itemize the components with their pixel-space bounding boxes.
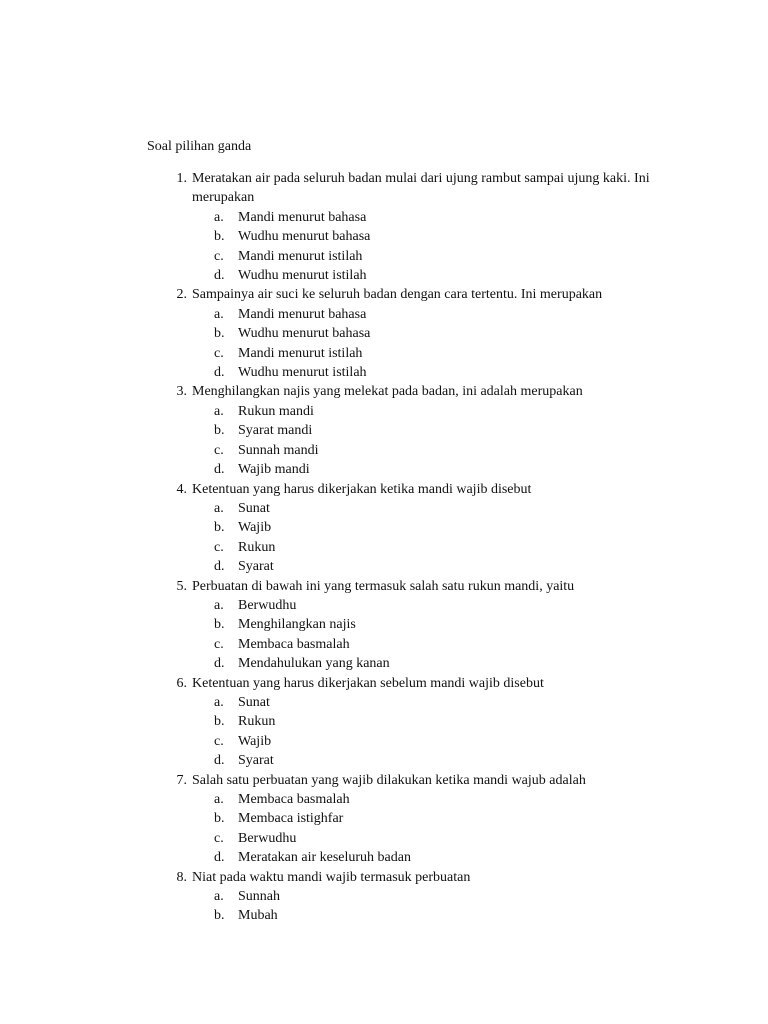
answer-option (192, 635, 667, 654)
question-number: 4. (176, 481, 187, 497)
question-text: Sampainya air suci ke seluruh badan dengan cara tertentu. Ini merupakan (192, 287, 603, 303)
option-text: Meratakan air keseluruh badan (238, 850, 411, 866)
option-letter: a. (214, 500, 224, 516)
question-number: 7. (176, 772, 187, 788)
option-letter: a. (214, 792, 224, 807)
answer-option (192, 887, 667, 906)
answer-option (192, 712, 667, 731)
option-text: Mandi menurut istilah (238, 345, 363, 361)
question-number: 6. (176, 675, 187, 691)
answer-option (192, 693, 667, 712)
option-letter: a. (214, 209, 224, 225)
answer-option (192, 751, 667, 770)
option-text: Membaca basmalah (238, 792, 350, 807)
option-list (192, 596, 667, 674)
question-item (147, 771, 667, 868)
option-text: Wajib (238, 520, 272, 536)
option-text: Rukun (238, 714, 276, 730)
answer-option (192, 363, 667, 382)
answer-option (192, 790, 667, 809)
option-letter: a. (214, 597, 224, 613)
question-item (147, 382, 667, 479)
answer-option (192, 809, 667, 828)
answer-option (192, 829, 667, 848)
option-text: Mandi menurut bahasa (238, 209, 367, 225)
option-text: Membaca basmalah (238, 636, 350, 652)
option-list (192, 305, 667, 383)
option-letter: d. (214, 268, 225, 284)
option-letter: c. (214, 442, 224, 458)
answer-option (192, 344, 667, 363)
question-text: Menghilangkan najis yang melekat pada badan, ini adalah merupakan (192, 384, 583, 400)
answer-option (192, 266, 667, 285)
answer-option (192, 247, 667, 266)
option-text: Berwudhu (238, 830, 297, 846)
answer-option (192, 518, 667, 537)
option-text: Mendahulukan yang kanan (238, 656, 390, 672)
option-letter: d. (214, 365, 225, 381)
option-text: Sunnah mandi (238, 442, 319, 458)
option-letter: d. (214, 753, 225, 769)
answer-option (192, 906, 667, 925)
question-item (147, 285, 667, 382)
answer-option (192, 596, 667, 615)
answer-option (192, 557, 667, 576)
option-text: Sunnah (238, 889, 280, 905)
question-item (147, 480, 667, 577)
answer-option (192, 654, 667, 673)
page-title: Soal pilihan ganda (147, 139, 252, 154)
question-item (147, 674, 667, 771)
option-letter: d. (214, 850, 225, 866)
option-letter: a. (214, 403, 224, 419)
option-letter: b. (214, 811, 225, 827)
option-letter: d. (214, 559, 225, 575)
answer-option (192, 615, 667, 634)
option-letter: b. (214, 714, 225, 730)
question-number: 8. (176, 869, 187, 885)
question-text: Salah satu perbuatan yang wajib dilakukan ketika mandi wajub adalah (192, 772, 586, 788)
option-text: Wudhu menurut bahasa (238, 326, 371, 342)
answer-option (192, 227, 667, 246)
question-number: 1. (176, 171, 187, 186)
option-text: Menghilangkan najis (238, 617, 356, 633)
question-number: 2. (176, 287, 187, 303)
answer-option (192, 421, 667, 440)
option-list (192, 790, 667, 868)
question-text: Ketentuan yang harus dikerjakan ketika mandi wajib disebut (192, 481, 532, 497)
option-letter: c. (214, 733, 224, 749)
answer-option (192, 324, 667, 343)
option-text: Rukun mandi (238, 403, 314, 419)
answer-option (192, 732, 667, 751)
question-item (147, 169, 667, 285)
option-letter: a. (214, 306, 224, 322)
option-text: Wajib mandi (238, 462, 310, 478)
option-text: Membaca istighfar (238, 811, 344, 827)
option-text: Wudhu menurut istilah (238, 268, 367, 284)
option-text: Wudhu menurut istilah (238, 365, 367, 381)
question-text: Meratakan air pada seluruh badan mulai dari ujung rambut sampai ujung kaki. Ini merupakan (192, 171, 650, 206)
option-text: Mubah (238, 908, 278, 924)
option-text: Wajib (238, 733, 272, 749)
answer-option (192, 848, 667, 867)
option-letter: b. (214, 423, 225, 439)
option-text: Rukun (238, 539, 276, 555)
option-letter: d. (214, 656, 225, 672)
question-text: Perbuatan di bawah ini yang termasuk salah satu rukun mandi, yaitu (192, 578, 575, 594)
question-text: Ketentuan yang harus dikerjakan sebelum mandi wajib disebut (192, 675, 544, 691)
option-letter: d. (214, 462, 225, 478)
option-letter: b. (214, 908, 225, 924)
option-text: Syarat (238, 753, 274, 769)
option-letter: b. (214, 229, 225, 245)
option-text: Berwudhu (238, 597, 297, 613)
question-list (147, 169, 667, 926)
option-letter: c. (214, 636, 224, 652)
option-list (192, 208, 667, 286)
answer-option (192, 208, 667, 227)
option-text: Sunat (238, 500, 270, 516)
option-list (192, 402, 667, 480)
question-text: Niat pada waktu mandi wajib termasuk perbuatan (192, 869, 471, 885)
option-letter: a. (214, 694, 224, 710)
question-number: 5. (176, 578, 187, 594)
answer-option (192, 441, 667, 460)
option-text: Syarat (238, 559, 274, 575)
option-list (192, 499, 667, 577)
question-item (147, 577, 667, 674)
question-item (147, 868, 667, 926)
answer-option (192, 402, 667, 421)
answer-option (192, 305, 667, 324)
option-letter: b. (214, 326, 225, 342)
option-letter: b. (214, 520, 225, 536)
option-letter: c. (214, 248, 224, 264)
option-text: Syarat mandi (238, 423, 313, 439)
option-text: Wudhu menurut bahasa (238, 229, 371, 245)
answer-option (192, 460, 667, 479)
answer-option (192, 499, 667, 518)
option-letter: c. (214, 345, 224, 361)
option-letter: c. (214, 830, 224, 846)
option-letter: a. (214, 889, 224, 905)
option-list (192, 887, 667, 926)
answer-option (192, 538, 667, 557)
option-text: Mandi menurut bahasa (238, 306, 367, 322)
option-text: Sunat (238, 694, 270, 710)
option-list (192, 693, 667, 771)
option-text: Mandi menurut istilah (238, 248, 363, 264)
option-letter: c. (214, 539, 224, 555)
option-letter: b. (214, 617, 225, 633)
question-number: 3. (176, 384, 187, 400)
